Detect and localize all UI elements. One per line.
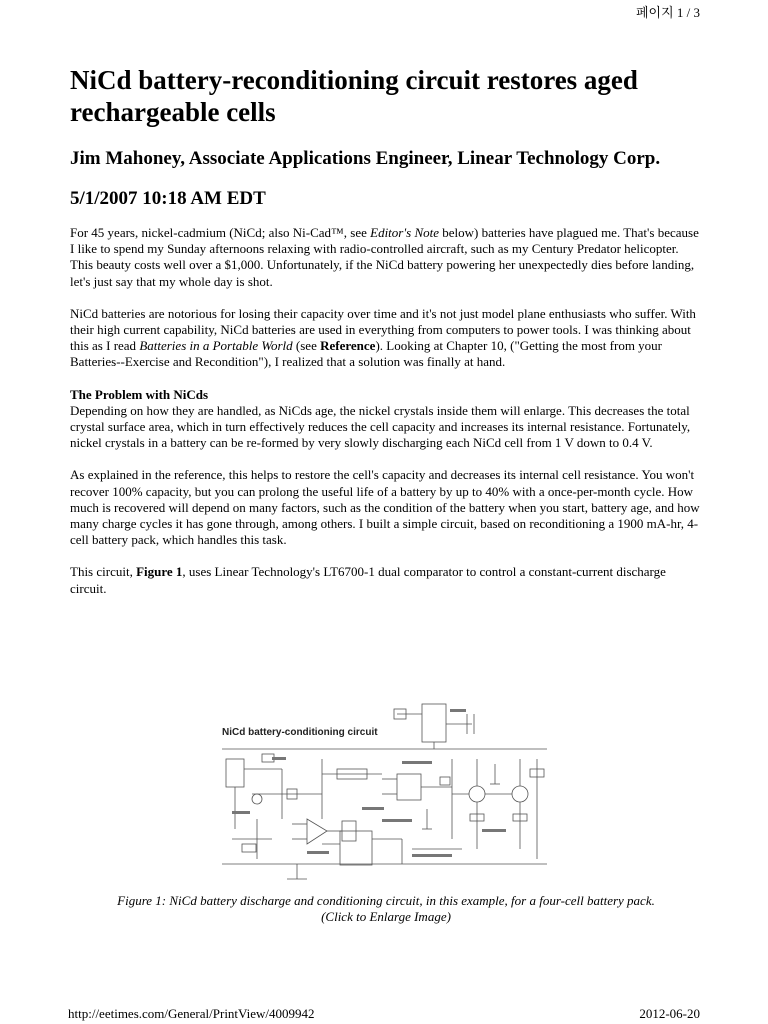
article-author: Jim Mahoney, Associate Applications Engineer, Linear Technology Corp.	[70, 148, 661, 169]
article-body	[70, 64, 702, 613]
paragraph-2: NiCd batteries are notorious for losing their capacity over time and it's not just model plane enthusiasts who suffer. With their high current capability, NiCd batteries are used in everything from computers to power tools. I was thinking about this as I read Batteries in a Portable World (see Reference). Looking at Chapter 10, ("Getting the most from your Batteries--Exercise and Recondition"), I realized that a solution was finally at hand.	[70, 305, 696, 370]
figure-caption	[70, 893, 702, 925]
footer-url: http://eetimes.com/General/PrintView/4009942	[68, 1006, 315, 1021]
reference-ref: Reference	[320, 338, 376, 354]
paragraph-5: This circuit, Figure 1, uses Linear Technology's LT6700-1 dual comparator to control a constant-current discharge circuit.	[70, 564, 666, 596]
figure-ref: Figure 1	[136, 564, 183, 580]
circuit-figure[interactable]	[212, 699, 557, 884]
circuit-schematic-image[interactable]	[212, 699, 557, 884]
book-title: Batteries in a Portable World	[139, 338, 293, 354]
footer-date: 2012-06-20	[639, 1006, 700, 1021]
caption-text: Figure 1: NiCd battery discharge and conditioning circuit, in this example, for a four-cell battery pack.	[117, 893, 655, 908]
article-title: NiCd battery-reconditioning circuit restores aged rechargeable cells	[70, 65, 638, 127]
section-heading: The Problem with NiCds	[70, 386, 209, 402]
paragraph-4: As explained in the reference, this helps to restore the cell's capacity and decreases its internal cell resistance. You won't recover 100% capacity, but you can prolong the useful life of a battery by up to 40% with a once-per-month cycle. How much is recovered will depend on many factors, such as the condition of the battery when you start, battery age, and how many charge cycles it has gone through, among others. I built a simple circuit, based on reconditioning a 1900 mA-hr, 4-cell battery pack, which handles this task.	[70, 467, 700, 548]
enlarge-image-link[interactable]: (Click to Enlarge Image)	[321, 909, 451, 924]
figure-title: NiCd battery-conditioning circuit	[222, 727, 378, 738]
article-date: 5/1/2007 10:18 AM EDT	[70, 188, 266, 209]
paragraph-3: The Problem with NiCds Depending on how they are handled, as NiCds age, the nickel crystals inside them will enlarge. This decreases the total crystal surface area, which in turn effectively reduces the cell capacity and increases its internal resistance. Fortunately, nickel crystals in a battery can be re-formed by very slowly discharging each NiCd cell from 1 V down to 0.4 V.	[70, 387, 702, 452]
paragraph-1: For 45 years, nickel-cadmium (NiCd; also Ni-Cad™, see Editor's Note below) batteries have plagued me. That's because I like to spend my Sunday afternoons relaxing with radio-controlled aircraft, such as my Century Predator helicopter. This beauty costs well over a $1,000. Unfortunately, if the NiCd battery powering her unexpectedly dies before landing, let's just say that my whole day is shot.	[70, 225, 699, 289]
editors-note-ref: Editor's Note	[370, 225, 439, 240]
page-indicator: 페이지 1 / 3	[635, 5, 700, 20]
